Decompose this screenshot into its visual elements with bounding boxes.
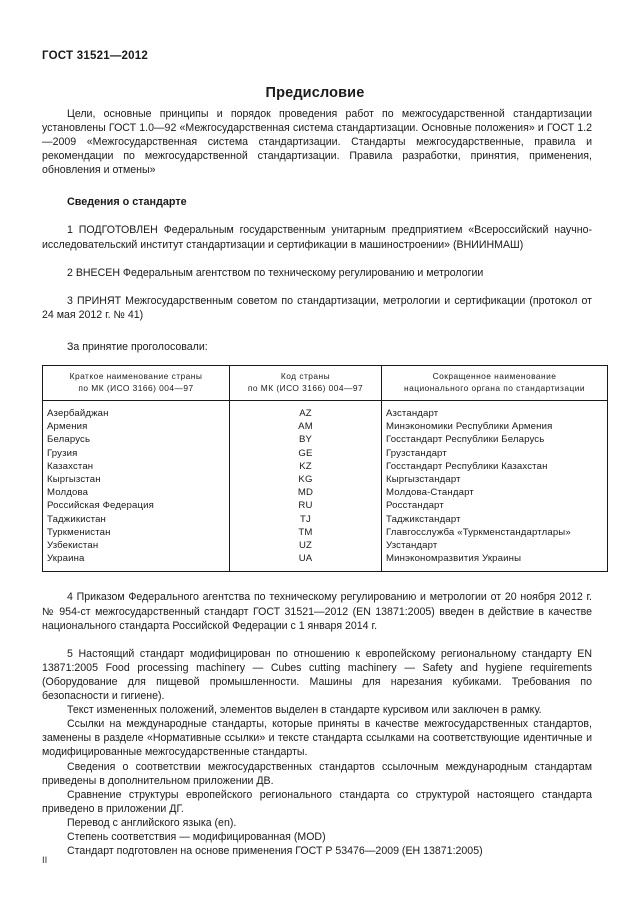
cell-country-code: MD [230, 486, 382, 499]
cell-country: Армения [43, 420, 230, 433]
intro-paragraph: Цели, основные принципы и порядок проведения работ по межгосударственной стандартизации установлены ГОСТ 1.0—92 «Межгосударственная система стандартизации. Основные положения» и ГОСТ 1.2—2009 «Межгосударственная система стандартизации. Стандарты межгосударственные, правила и рекомендации по межгосударственной стандартизации. Правила разработки, принятия, применения, обновления и отмены» [42, 108, 592, 177]
cell-standards-body: Кыргызстандарт [386, 474, 461, 486]
cell-country: Грузия [43, 447, 230, 460]
about-item-3: 3 ПРИНЯТ Межгосударственным советом по стандартизации, метрологии и сертификации (протокол от 24 мая 2012 г. № 41) [42, 294, 592, 321]
table-row [43, 499, 608, 512]
cell-country-code: RU [230, 499, 382, 512]
cell-country: Казахстан [43, 460, 230, 473]
cell-standards-body: Минэкономики Республики Армения [386, 421, 553, 433]
after-table-note-6: Степень соответствия — модифицированная (MOD) [67, 830, 326, 843]
vote-lead-in: За принятие проголосовали: [67, 340, 208, 353]
spacer [42, 572, 592, 590]
page-number: II [42, 855, 48, 866]
cell-country-code: BY [230, 433, 382, 446]
spacer [42, 252, 592, 266]
document-content [42, 107, 592, 858]
table-row [43, 539, 608, 552]
about-item-2: 2 ВНЕСЕН Федеральным агентством по техническому регулированию и метрологии [67, 266, 484, 279]
table-row [43, 460, 608, 473]
table-row [43, 486, 608, 499]
about-item-1: 1 ПОДГОТОВЛЕН Федеральным государственным унитарным предприятием «Всероссийский научно-исследовательский институт стандартизации и сертификации в машиностроении» (ВНИИНМАШ) [42, 224, 592, 251]
cell-standards-body: Грузстандарт [386, 447, 447, 459]
cell-country-code: UZ [230, 539, 382, 552]
cell-country-code: TM [230, 526, 382, 539]
table-row [43, 401, 608, 421]
cell-country: Узбекистан [43, 539, 230, 552]
cell-country-code: KZ [230, 460, 382, 473]
cell-standards-body: Азстандарт [386, 408, 439, 420]
cell-standards-body: Росстандарт [386, 500, 444, 512]
after-table-note-5: Перевод с английского языка (en). [67, 816, 237, 829]
cell-country: Российская Федерация [43, 499, 230, 512]
cell-country-code: GE [230, 447, 382, 460]
cell-country-code: TJ [230, 513, 382, 526]
column-header-country [43, 366, 230, 401]
cell-standards-body: Минэкономразвития Украины [386, 553, 522, 565]
after-table-note-1: Текст измененных положений, элементов выделен в стандарте курсивом или заключен в рамку. [67, 704, 542, 717]
table-row [43, 513, 608, 526]
table-header-row [43, 366, 608, 401]
voting-table-head [43, 366, 608, 401]
table-row [43, 433, 608, 446]
table-row [43, 420, 608, 433]
cell-country: Азербайджан [43, 401, 230, 421]
cell-country: Кыргызстан [43, 473, 230, 486]
column-header-body-line1: Сокращенное наименование [432, 371, 557, 382]
column-header-body [382, 366, 608, 401]
table-row [43, 447, 608, 460]
column-header-country-line1: Краткое наименование страны [69, 371, 203, 382]
after-table-note-7: Стандарт подготовлен на основе применения ГОСТ Р 53476—2009 (ЕН 13871:2005) [67, 845, 483, 858]
cell-country: Украина [43, 552, 230, 572]
column-header-country-line2: по МК (ИСО 3166) 004—97 [78, 382, 194, 393]
cell-standards-body: Молдова-Стандарт [386, 487, 474, 499]
section-heading-about-standard: Сведения о стандарте [67, 196, 187, 209]
after-table-item-4: 4 Приказом Федерального агентства по техническому регулированию и метрологии от 20 ноября 2012 г. № 954-ст межгосударственный стандарт ГОСТ 31521—2012 (EN 13871:2005) введен в действие в качестве национального стандарта Российской Федерации с 1 января 2014 г. [42, 591, 592, 632]
table-row [43, 473, 608, 486]
cell-standards-body: Госстандарт Республики Казахстан [386, 460, 548, 472]
spacer [42, 280, 592, 294]
cell-country: Таджикистан [43, 513, 230, 526]
after-table-item-5: 5 Настоящий стандарт модифицирован по отношению к европейскому региональному стандарту EN 13871:2005 Food processing machinery — Cubes cutting machinery — Safety and hygiene requirements (Оборудование для пищевой промышленности. Машины для нарезания кубиками. Требования по безопасности и гигиене). [42, 647, 592, 703]
cell-country-code: AM [230, 420, 382, 433]
cell-country-code: AZ [230, 401, 382, 421]
after-table-note-2: Ссылки на международные стандарты, которые приняты в качестве межгосударственных стандартов, заменены в разделе «Нормативные ссылки» и тексте стандарта ссылками на соответствующие идентичные и модифицированные межгосударственные стандарты. [42, 718, 592, 759]
running-header-standard-number: ГОСТ 31521—2012 [42, 50, 149, 62]
cell-standards-body: Главгосслужба «Туркменстандартлары» [386, 526, 571, 538]
cell-country: Молдова [43, 486, 230, 499]
cell-country-code: KG [230, 473, 382, 486]
column-header-code-line1: Код страны [280, 371, 331, 382]
cell-standards-body: Таджикстандарт [386, 513, 461, 525]
voting-table-body [43, 401, 608, 572]
cell-country: Туркменистан [43, 526, 230, 539]
column-header-code-line2: по МК (ИСО 3166) 004—97 [247, 382, 364, 393]
column-header-body-line2: национального органа по стандартизации [403, 382, 585, 393]
after-table-note-3: Сведения о соответствии межгосударственных стандартов ссылочным международным стандартам приведены в дополнительном приложении ДВ. [42, 760, 592, 787]
cell-country-code: UA [230, 552, 382, 572]
spacer [42, 322, 592, 340]
column-header-code [230, 366, 382, 401]
spacer [42, 209, 592, 223]
voting-table [42, 365, 608, 572]
cell-standards-body: Госстандарт Республики Беларусь [386, 434, 545, 446]
spacer [42, 177, 592, 195]
cell-standards-body: Узстандарт [386, 540, 438, 552]
table-row [43, 552, 608, 572]
page-title: Предисловие [265, 84, 365, 101]
table-row [43, 526, 608, 539]
voting-table-wrapper [42, 365, 607, 572]
spacer [42, 633, 592, 647]
after-table-note-4: Сравнение структуры европейского регионального стандарта со структурой настоящего стандарта приведено в приложении ДГ. [42, 788, 592, 815]
cell-country: Беларусь [43, 433, 230, 446]
